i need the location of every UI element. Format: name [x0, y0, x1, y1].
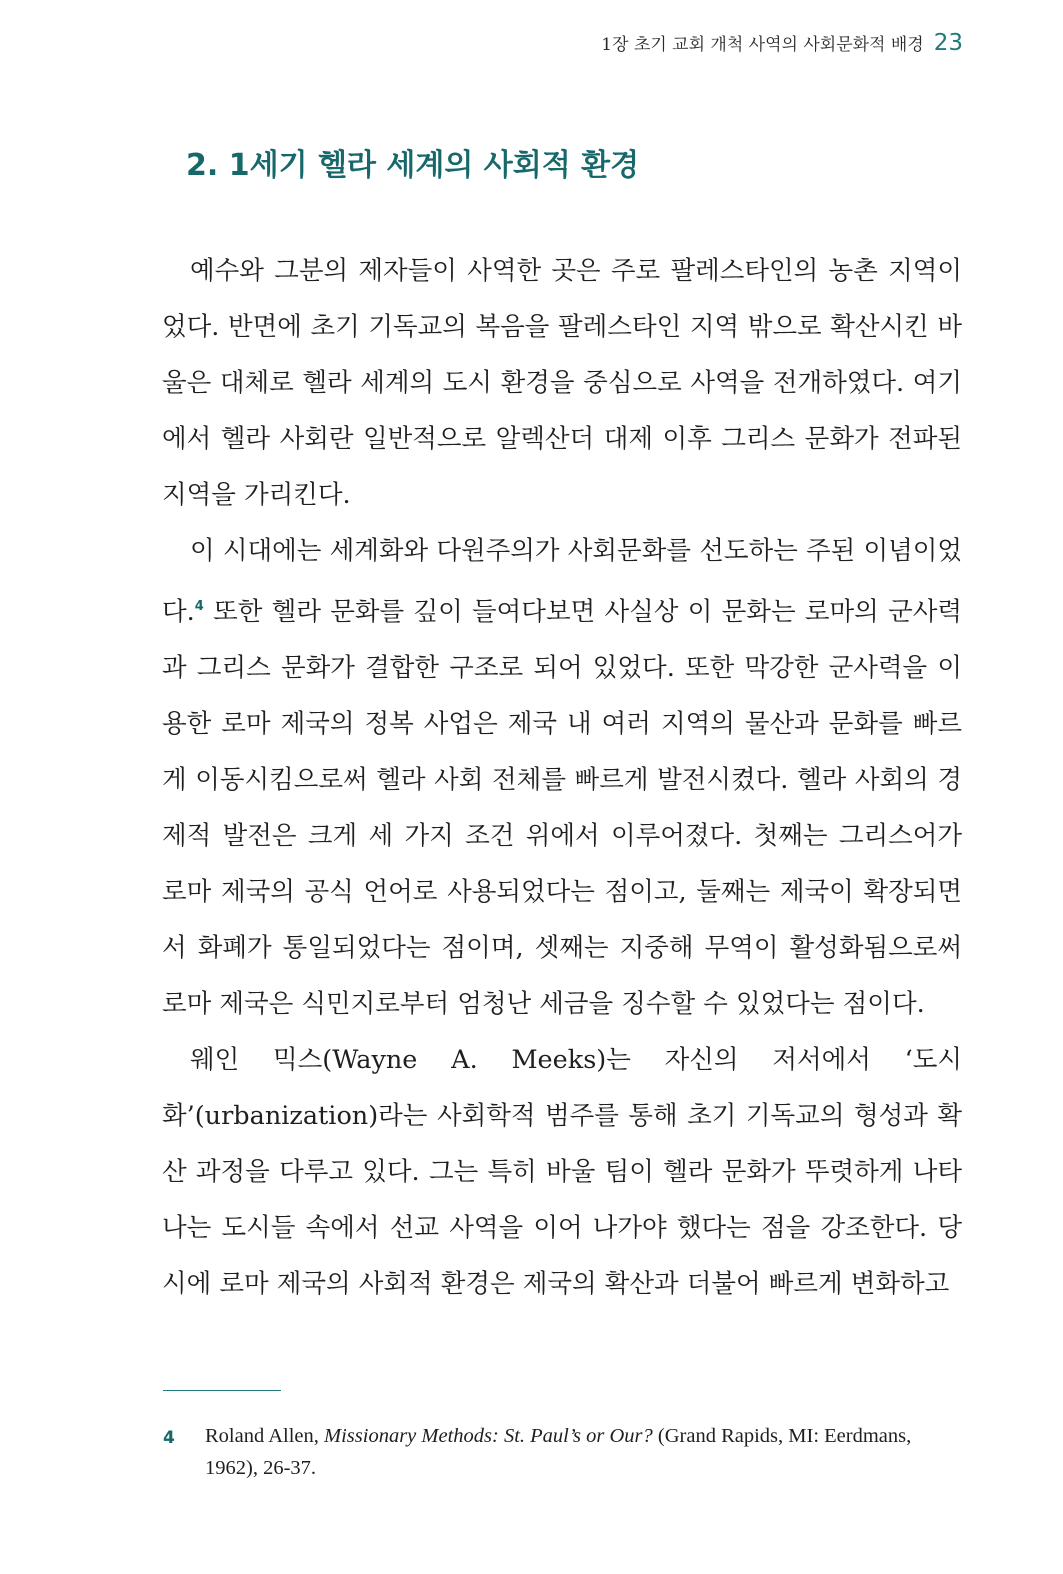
running-head — [601, 30, 963, 56]
footnote-author: Roland Allen, — [205, 1425, 325, 1447]
footnote — [163, 1420, 963, 1484]
paragraph-2-text-before-ref: 이 시대에는 세계화와 다원주의가 사회문화를 선도하는 주된 이념이었다. — [162, 536, 962, 627]
paragraph-3: 웨인 믹스(Wayne A. Meeks)는 자신의 저서에서 ‘도시화’(urbanization)라는 사회학적 범주를 통해 초기 기독교의 형성과 확산 과정을 다루고 있다. 그는 특히 바울 팀이 헬라 문화가 뚜렷하게 나타나는 도시들 속에서 선교 사역을 이어 나가야 했다는 점을 강조한다. 당시에 로마 제국의 사회적 환경은 제국의 확산과 더불어 빠르게 변화하고 — [162, 1045, 962, 1299]
paragraph-2-text-after-ref: 또한 헬라 문화를 깊이 들여다보면 사실상 이 문화는 로마의 군사력과 그리스 문화가 결합한 구조로 되어 있었다. 또한 막강한 군사력을 이용한 로마 제국의 정복 사업은 제국 내 여러 지역의 물산과 문화를 빠르게 이동시킴으로써 헬라 사회 전체를 빠르게 발전시켰다. 헬라 사회의 경제적 발전은 크게 세 가지 조건 위에서 이루어졌다. 첫째는 그리스어가 로마 제국의 공식 언어로 사용되었다는 점이고, 둘째는 제국이 확장되면서 화폐가 통일되었다는 점이며, 셋째는 지중해 무역이 활성화됨으로써 로마 제국은 식민지로부터 엄청난 세금을 징수할 수 있었다는 점이다. — [162, 597, 962, 1019]
body-text — [162, 243, 962, 1312]
footnote-body — [205, 1420, 963, 1484]
chapter-title: 1장 초기 교회 개척 사역의 사회문화적 배경 — [601, 35, 924, 55]
footnote-book-title: Missionary Methods: St. Paul’s or Our? — [324, 1425, 653, 1447]
paragraph-1: 예수와 그분의 제자들이 사역한 곳은 주로 팔레스타인의 농촌 지역이었다. 반면에 초기 기독교의 복음을 팔레스타인 지역 밖으로 확산시킨 바울은 대체로 헬라 세계의 도시 환경을 중심으로 사역을 전개하였다. 여기에서 헬라 사회란 일반적으로 알렉산더 대제 이후 그리스 문화가 전파된 지역을 가리킨다. — [162, 256, 962, 510]
footnote-reference[interactable]: 4 — [194, 599, 204, 614]
footnote-publication: (Grand Rapids, MI: Eerdmans, 1962), 26-37. — [205, 1425, 912, 1479]
section-heading: 2. 1세기 헬라 세계의 사회적 환경 — [186, 148, 640, 183]
footnote-divider — [163, 1390, 281, 1391]
footnote-number: 4 — [163, 1428, 175, 1448]
paragraph-2 — [162, 523, 962, 1032]
page-number: 23 — [933, 30, 963, 56]
